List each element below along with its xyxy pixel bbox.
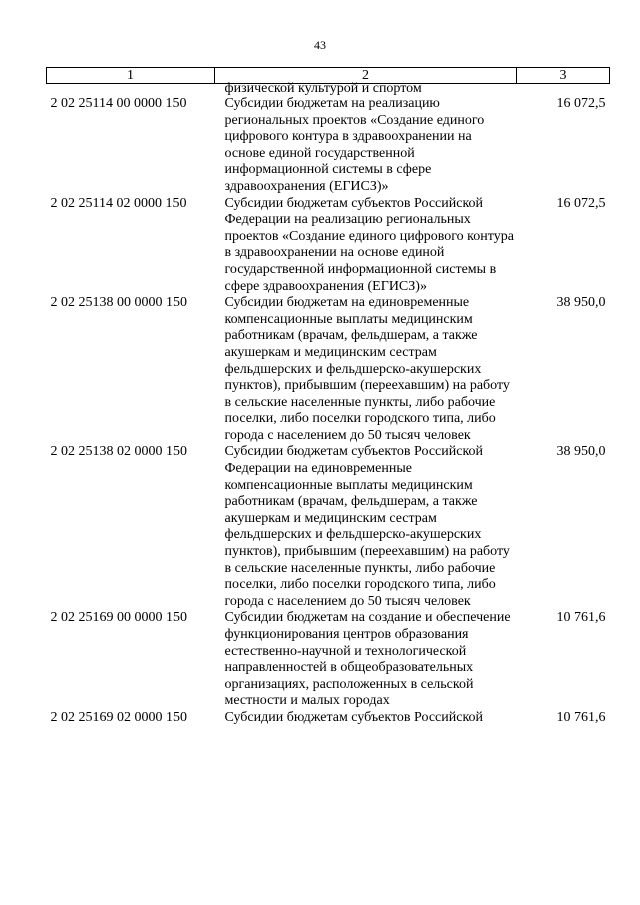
- row-description: Субсидии бюджетам на создание и обеспечение функционирования центров образования естественно-научной и технологической направленностей в общеобразовательных организациях, расположенных в сельской местности и малых городах: [224, 610, 511, 709]
- row-description: Субсидии бюджетам субъектов Российской Федерации на реализацию региональных проектов «Создание единого цифрового контура в здравоохранении на основе единой государственной информационной системы в сфере здравоохранения (ЕГИСЗ)»: [224, 195, 514, 294]
- continuation-text: физической культурой и спортом: [224, 81, 422, 96]
- continuation-row: [47, 84, 610, 97]
- row-amount: 16 072,5: [556, 195, 606, 211]
- table-row: [47, 96, 610, 196]
- table-row: [47, 295, 610, 444]
- row-amount: 10 761,6: [556, 610, 606, 626]
- table-body: [47, 81, 610, 727]
- row-description: Субсидии бюджетам субъектов Российской: [224, 709, 484, 725]
- row-code: 2 02 25169 00 0000 150: [50, 610, 187, 626]
- row-code: 2 02 25114 00 0000 150: [50, 96, 187, 111]
- row-code: 2 02 25138 02 0000 150: [50, 444, 187, 460]
- row-amount: 38 950,0: [556, 444, 606, 460]
- column-header-3: 3: [517, 68, 610, 84]
- row-amount: 38 950,0: [556, 295, 606, 311]
- page-number: 43: [314, 38, 326, 52]
- row-code: 2 02 25114 02 0000 150: [50, 195, 187, 211]
- table-row: [47, 196, 610, 296]
- row-description: Субсидии бюджетам на реализацию региональных проектов «Создание единого цифрового контура в здравоохранении на основе единой государственной информационной системы в сфере здравоохранения (ЕГИСЗ)»: [224, 96, 485, 194]
- row-amount: 10 761,6: [556, 709, 606, 725]
- row-amount: 16 072,5: [556, 96, 606, 111]
- table-row: [47, 710, 610, 727]
- row-description: Субсидии бюджетам на единовременные компенсационные выплаты медицинским работникам (врачам, фельдшерам, а также акушеркам и медицинским сестрам фельдшерских и фельдшерско-акушерских пунктов), прибывшим (переехавшим) на работу в сельские населенные пункты, либо рабочие поселки, либо поселки городского типа, либо города с населением до 50 тысяч человек: [224, 295, 510, 443]
- table-row: [47, 610, 610, 710]
- column-header-2: 2: [215, 68, 517, 84]
- row-code: 2 02 25138 00 0000 150: [50, 295, 187, 311]
- budget-table: [46, 67, 610, 727]
- row-description: Субсидии бюджетам субъектов Российской Федерации на единовременные компенсационные выплаты медицинским работникам (врачам, фельдшерам, а также акушеркам и медицинским сестрам фельдшерских и фельдшерско-акушерских пунктов), прибывшим (переехавшим) на работу в сельские населенные пункты, либо рабочие поселки, либо поселки городского типа, либо города с населением до 50 тысяч человек: [224, 444, 510, 609]
- column-header-1: 1: [47, 68, 215, 84]
- row-code: 2 02 25169 02 0000 150: [50, 709, 187, 725]
- table-row: [47, 444, 610, 610]
